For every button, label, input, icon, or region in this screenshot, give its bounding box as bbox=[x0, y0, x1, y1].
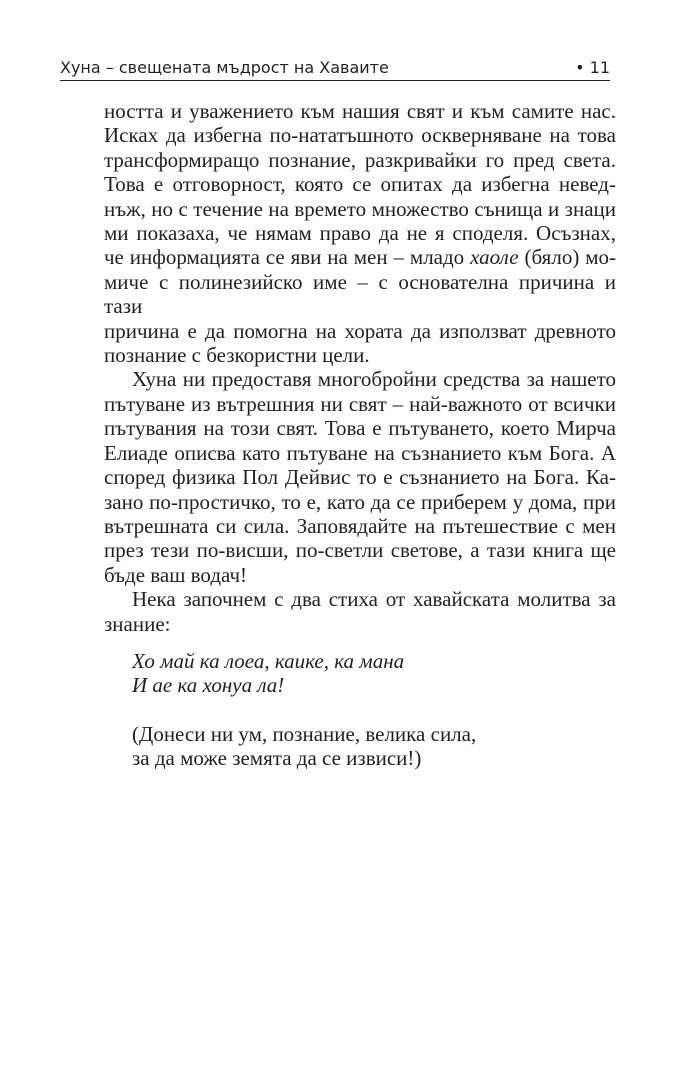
text-line: вътрешната си сила. Заповядайте на пътешествие с мен bbox=[104, 513, 616, 538]
text-line: нъж, но с течение на времето множество сънища и знаци bbox=[104, 196, 616, 221]
paragraph-2 bbox=[104, 367, 616, 587]
text-line: Исках да избегна по-нататъшното оскверняване на това bbox=[104, 123, 616, 148]
text-line: пътувания на този свят. Това е пътуването, което Мирча bbox=[104, 416, 616, 441]
running-header bbox=[60, 54, 610, 78]
text-line: Това е отговорност, която се опитах да избегна невед- bbox=[104, 172, 616, 197]
verse-line: И ае ка хонуа ла! bbox=[132, 673, 285, 698]
italic-term: хаоле bbox=[470, 245, 519, 270]
verse-line: (Донеси ни ум, познание, велика сила, bbox=[132, 722, 477, 746]
verse-line: Хо май ка лоеа, каике, ка мана bbox=[132, 649, 405, 673]
text-line: причина е да помогна на хората да използват древното bbox=[104, 318, 616, 343]
paragraph-3 bbox=[104, 587, 616, 636]
text-line: според физика Пол Дейвис то е съзнанието на Бога. Ка- bbox=[104, 465, 616, 490]
text-line: зано по-простичко, то е, като да се приберем у дома, при bbox=[104, 489, 616, 514]
verse-line: за да може земята да се извиси!) bbox=[132, 746, 422, 771]
running-header-title: Хуна – свещената мъдрост на Хаваите bbox=[60, 58, 389, 77]
text-line: Хуна ни предоставя многобройни средства за нашето bbox=[132, 367, 616, 392]
text-fragment: (бяло) мо- bbox=[518, 245, 616, 270]
text-line: Елиаде описва като пътуване на съзнанието към Бога. А bbox=[104, 440, 616, 465]
text-line: трансформиращо познание, разкривайки го пред света. bbox=[104, 147, 616, 172]
text-line: знание: bbox=[104, 611, 171, 636]
prayer-verse-translation bbox=[132, 722, 476, 771]
paragraph-1 bbox=[104, 99, 616, 367]
text-line: бъде ваш водач! bbox=[104, 562, 248, 587]
body-text bbox=[104, 99, 616, 636]
text-line bbox=[104, 245, 616, 269]
text-fragment: че информацията се яви на мен – младо bbox=[104, 245, 471, 270]
text-line: ността и уважението към нашия свят и към самите нас. bbox=[104, 99, 616, 123]
text-line: през тези по-висши, по-светли светове, а тази книга ще bbox=[104, 538, 616, 563]
prayer-verse-hawaiian bbox=[132, 649, 404, 698]
text-line: познание с безкористни цели. bbox=[104, 343, 370, 368]
text-line: миче с полинезийско име – с основателна причина и тази bbox=[104, 269, 616, 319]
page-number: • 11 bbox=[575, 58, 610, 77]
text-line: Нека започнем с два стиха от хавайската молитва за bbox=[132, 587, 616, 612]
text-line: пътуване из вътрешния ни свят – най-важното от всички bbox=[104, 391, 616, 416]
header-rule bbox=[60, 80, 610, 81]
text-line: ми показаха, че нямам право да не я споделя. Осъзнах, bbox=[104, 221, 616, 246]
